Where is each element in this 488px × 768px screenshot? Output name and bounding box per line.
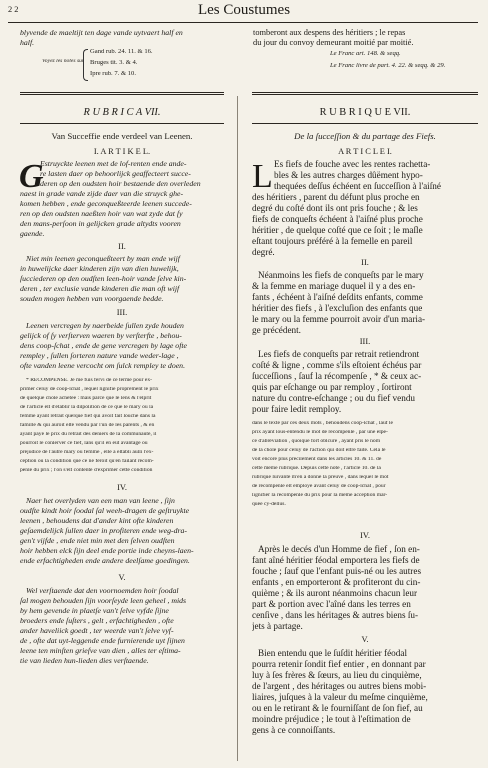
- left-note-line: penſe du prix ; l'on s'eſt contenté d'exprimer cette condition: [20, 468, 153, 473]
- left-art4-line: hoir hebben elck ſijn deel ende portie inde cheyns-laen-: [20, 547, 194, 555]
- running-title: Les Coustumes: [197, 3, 291, 18]
- left-art5-line: ſal mogen behouden ſijn voorſeyde leen geheel , mids: [20, 597, 187, 605]
- header-rule: [8, 22, 478, 23]
- left-art5-line: leene ten minſten grieſve van dien , alles ter eſtima-: [20, 647, 181, 655]
- top-right-line-2: du jour du convoy demeurant moitié par moitié.: [253, 39, 414, 47]
- left-art5-line: ander haveliick goedt , ter weerde van't ſelve vyf-: [20, 627, 174, 635]
- right-art4-line: cenſive , dans les héritages & autres biens ſu-: [252, 611, 419, 620]
- right-note-line: de la choſe pour celuy de l'action qui doit eſtre faite. Cela ſe: [252, 448, 386, 453]
- right-note-line: rubrique ſuivante m'en a donné la preuve , dans lequel le mot: [252, 475, 389, 480]
- right-rule-mid: [252, 123, 478, 124]
- right-rule-top: [252, 92, 478, 93]
- left-art2-line: Niet min leenen geconqueßteert by man ende wijf: [26, 255, 180, 263]
- right-art5-line: gens à ce connoiſſants.: [252, 726, 336, 735]
- left-subtitle: Van Succeffie ende verdeel van Leenen.: [51, 132, 193, 141]
- left-note-line: famille & qui auroit eſté vendu par l'un de ſes parents , & en: [20, 423, 155, 428]
- left-art5-line: tie van lieden hun-lieden dies verſtaende.: [20, 657, 149, 665]
- left-art1-line: gaende.: [20, 230, 45, 238]
- left-note-line: femme ayant retrait quelque fief qui avoit fait ſouche dans la: [20, 414, 156, 419]
- left-art3-line: dens coop-ſchat , ende de gene vercregen by lage ofte: [20, 342, 187, 350]
- right-note-line: voit encore plus préciſément dans les articles 10. & 11. de: [252, 457, 382, 462]
- left-art3-heading: III.: [116, 309, 128, 317]
- right-art2-heading: II.: [361, 259, 369, 267]
- right-art2-line: le mary ou la femme pourroit avoir d'un maria-: [252, 315, 426, 324]
- left-art5-line: by hem gevende in plaetſe van't ſelve vyfde ſijne: [20, 607, 169, 615]
- left-art4-line: gen't vijfde , ende niet min met den ſelven oudſten: [20, 537, 175, 545]
- left-note-line: ception ou la condition que ce ne feroit qu'en faiſant récom-: [20, 459, 154, 464]
- left-art2-line: ſucciederen op den oudſten leen-hoir vande ſelve kin-: [20, 275, 187, 283]
- left-art1-line: re lasten daer op behoorlijck geaffecteert succe-: [40, 170, 191, 178]
- left-art5-heading: V.: [118, 574, 126, 582]
- drop-cap-l: L: [252, 158, 273, 195]
- right-rule-top-2: [252, 94, 478, 95]
- left-rule-top-2: [20, 94, 224, 95]
- right-art5-line: moindre préjudice ; le tout à l'eſtimation de: [252, 715, 411, 724]
- right-note-line: dans le texte par ces deux mots , behoudens coop-ſchat , ſauf le: [252, 421, 394, 426]
- right-art5-line: pourra retenir ſondit fief entier , en donnant par: [252, 660, 426, 669]
- left-art2-line: souden mogen hebben van voorgaende bedde.: [20, 295, 164, 303]
- left-art4-line: ende erfachtigheden ende andere deelſame goedingen.: [20, 557, 190, 565]
- right-art4-line: fant aîné héritier féodal emportera les fiefs de: [252, 556, 420, 565]
- drop-cap-g: G: [19, 158, 44, 195]
- right-art1-line: thequées deſſus échéent en ſucceſſion à l'aiſné: [274, 182, 441, 191]
- right-art3-line: pour faire ledit remploy.: [252, 405, 342, 414]
- right-art2-line: fants , échéent à l'aiſné deſdits enfants, comme: [252, 293, 423, 302]
- right-art1-line: degré du coſté dont ils ont pris fouche ; & les: [252, 204, 418, 213]
- left-art1-line: den mans-perſoon in gelijcken grade altydts vooren: [20, 220, 181, 228]
- left-art3-line: Leenen vercregen by naerbeide ſullen zyde houden: [26, 322, 184, 330]
- right-art4-line: part & portion avec l'aîné dans les terres en: [252, 600, 411, 609]
- right-art1-line: des héritiers , parent du défunt plus proche en: [252, 193, 420, 202]
- right-art3-line: quis par eſchange ou par remploy , ſortiront: [252, 383, 412, 392]
- right-subtitle: De la ſucceſſion & du partage des Fiefs.: [294, 132, 436, 141]
- left-rule-mid: [20, 123, 224, 124]
- left-rule-top: [20, 92, 224, 93]
- right-art5-line: Bien entendu que le ſuſdit héritier féodal: [258, 649, 407, 658]
- right-art2-line: & la femme en mariage duquel il y a des en-: [252, 282, 416, 291]
- right-art3-line: nature du contre-eſchange ; ou du fief vendu: [252, 394, 416, 403]
- left-art5-line: broeders ende ſuſters , gelt , erfachtigheden , ofte: [20, 617, 174, 625]
- right-art1-line: bles & les autres charges dûëment hypo-: [274, 171, 423, 180]
- right-art4-line: jets à partage.: [252, 622, 303, 631]
- right-art2-line: ge précédent.: [252, 326, 301, 335]
- left-art3-line: gelijck of ſy verſterven waeren by verſterfte , behou-: [20, 332, 182, 340]
- right-art3-line: Les fiefs de conqueſts par retrait retiendront: [258, 350, 420, 359]
- left-art3-line: rempley , ſullen ſorteren nature vande weder-lage ,: [20, 352, 179, 360]
- left-note-line: de quelque choſe achetée : mais parce que le ſens & l'eſprit: [20, 396, 152, 401]
- right-rubric: R U B R I Q U E VII.: [319, 108, 411, 118]
- left-art1-line: Estruyckte leenen met de lof-renten ende ande-: [40, 160, 187, 168]
- left-rubric: R U B R I C A VII.: [83, 108, 161, 118]
- left-note-line: préjudice de l'autre mary ou femme , elle a eſtabli auſſi l'ex-: [20, 450, 154, 455]
- left-note-line: pourroit le conſerver ce fief, ſans qu'il en eût avantage ou: [20, 441, 148, 446]
- column-divider: [237, 96, 238, 761]
- right-art1-heading: A R T I C L E I.: [338, 148, 392, 156]
- ref-gand: Gand rub. 24. 11. & 16.: [90, 49, 153, 55]
- right-art5-heading: V.: [361, 636, 369, 644]
- right-art3-heading: III.: [359, 338, 371, 346]
- left-art2-line: in huwelijcke daer kinderen zijn van dien huwelijk,: [20, 265, 179, 273]
- refs-label: Voyez les notes sur: [42, 59, 85, 64]
- right-note-line: ſignifier la récompenſe du prix pour la même acception mar-: [252, 493, 388, 498]
- right-art2-line: héritier des fiefs , à l'excluſion des enfants que: [252, 304, 423, 313]
- right-art2-line: Néanmoins les fiefs de conqueſts par le mary: [258, 271, 424, 280]
- page-number: 2 2: [8, 6, 19, 14]
- left-art4-line: Naer het overlyden van een man van leene , ſijn: [26, 497, 175, 505]
- left-art4-line: leenen , behoudens dat d'ander kint ofte kinderen: [20, 517, 174, 525]
- top-right-line-1: tomberont aux despens des héritiers ; le repas: [253, 29, 406, 37]
- left-art3-line: ofte vanden leene vercocht om ſulck rempley te doen.: [20, 362, 186, 370]
- right-art5-line: luy à ſes frères & ſœurs, au lieu du cinquième,: [252, 671, 422, 680]
- left-art1-heading: I. A R T I K E L.: [93, 148, 151, 156]
- right-art1-line: Es fiefs de fouche avec les rentes rachetta-: [274, 160, 431, 169]
- left-art4-line: geſaemdelijck ſullen daer in profiteren ende weg-dra-: [20, 527, 188, 535]
- right-art3-line: coſté & ligne , comme s'ils eſtoient échéus par: [252, 361, 422, 370]
- right-note-line: de récompenſe eſt employé avant celuy de coop-ſchat , pour: [252, 484, 386, 489]
- right-note-line: prix ayant ſous-entendu le mot de récompenſe , par une eſpe-: [252, 430, 388, 435]
- left-art5-line: de , ofte dat uyt-leggende ende furnierende uyt ſijnen: [20, 637, 185, 645]
- left-art1-line: ren op den oudsten naeßten hoir van wat zyde dat ſy: [20, 210, 183, 218]
- right-art5-line: liaires, juſques à la valeur du meſme cinquième,: [252, 693, 428, 702]
- ref-franc-2: Le Franc livre de part. 4. 22. & seqq. & 29.: [330, 63, 446, 69]
- right-art3-line: ſucceſſions , ſauf la récompenſe , * & ceux ac-: [252, 372, 422, 381]
- left-note-line: de l'article eſt d'établir la diſpoſition de ce que le mary ou la: [20, 405, 154, 410]
- left-art4-line: oudſte kindt hoir ſoodal ſal weeh-dragen de geſtruykte: [20, 507, 190, 515]
- top-left-line-1: blyvende de maeltijt ten dage vande uytvaert half en: [20, 29, 183, 37]
- right-note-line: ce d'abréviation , quoique fort obſcure , ayant pris le nom: [252, 439, 381, 444]
- refs-brace: [83, 49, 88, 81]
- top-left-line-2: half.: [20, 39, 35, 47]
- right-art1-line: degré.: [252, 248, 275, 257]
- left-art2-heading: II.: [118, 243, 126, 251]
- right-art5-line: de l'argent , des héritages ou autres biens mobi-: [252, 682, 427, 691]
- left-art5-line: Wel verſtaende dat den voornoemden hoir ſoodal: [26, 587, 179, 595]
- right-art4-heading: IV.: [360, 532, 370, 540]
- right-note-line: quée cy-deſſus.: [252, 502, 286, 507]
- right-art4-line: enfants , en emporteront & profiteront du cin-: [252, 578, 421, 587]
- right-art1-line: eſtant toujours préféré à la femelle en pareil: [252, 237, 413, 246]
- right-note-line: cette même rubrique. Depuis cette note , l'article 10. de la: [252, 466, 381, 471]
- right-art4-line: fouche ; ſauf que l'enfant puis-né ou les autres: [252, 567, 422, 576]
- left-art2-line: deren , ter exclusie vande kinderen die man oft wijf: [20, 285, 180, 293]
- ref-bruges: Bruges tit. 3. & 4.: [90, 60, 138, 66]
- right-art1-line: fiefs de conqueſts échéent à l'aiſné plus proche: [252, 215, 423, 224]
- right-art5-line: ou en le retirant & le fourniſſant de ſon fief, au: [252, 704, 423, 713]
- ref-ipre: Ipre rub. 7. & 10.: [90, 71, 136, 77]
- left-note-line: ayant payé le prix du retrait des deniers de la communauté, il: [20, 432, 157, 437]
- left-art1-line: naest in grade vande zijde daer van die struyck ghe-: [20, 190, 184, 198]
- right-art1-line: héritier , de quelque coſté que ce ſoit ; le maſle: [252, 226, 423, 235]
- right-art4-line: Après le decés d'un Homme de fief , ſon en-: [258, 545, 420, 554]
- right-art4-line: quième ; & ils auront néanmoins chacun leur: [252, 589, 418, 598]
- left-note-line: * RECOMPENSE. Je me fuis fervi de ce terme pour ex-: [26, 378, 152, 383]
- left-art4-heading: IV.: [117, 484, 127, 492]
- left-art1-line: deren op den oudsten hoir bestaende den overleden: [40, 180, 201, 188]
- ref-franc-1: Le Franc art. 148. & seqq.: [330, 51, 401, 57]
- left-art1-line: komen hebben , ende geconqueßteerde leenen succede-: [20, 200, 192, 208]
- left-note-line: primer celuy de coop-ſchat , lequel ſignifie proprement le prix: [20, 387, 159, 392]
